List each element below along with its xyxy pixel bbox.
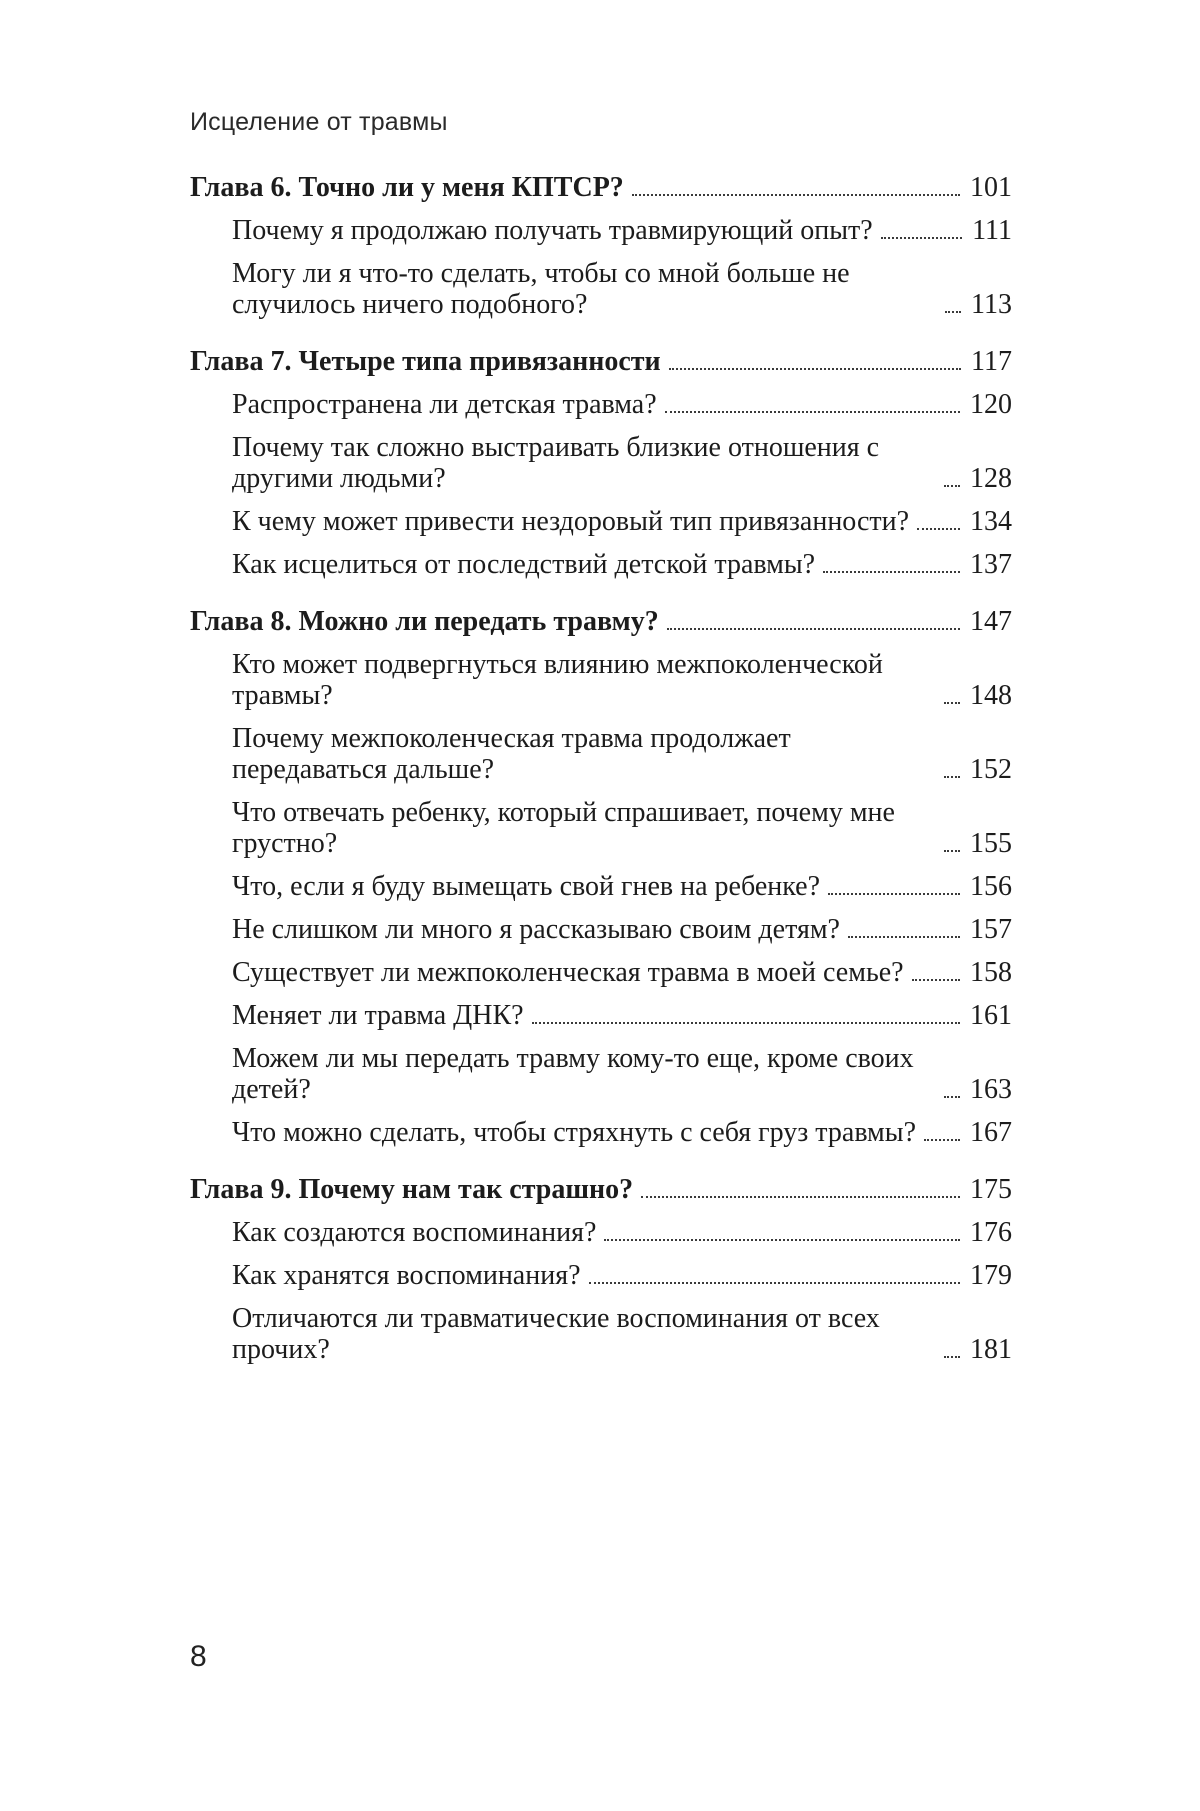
section-entry[interactable] <box>190 1260 1012 1291</box>
section-entry[interactable] <box>190 1043 1012 1105</box>
chapter-title: Глава 9. Почему нам так страшно? <box>190 1174 634 1205</box>
section-entry[interactable] <box>190 797 1012 859</box>
chapter-entry[interactable] <box>190 346 1012 377</box>
section-title: Как хранятся воспоминания? <box>232 1260 581 1291</box>
section-title: Могу ли я что-то сделать, чтобы со мной больше не случилось ничего подобного? <box>232 258 850 320</box>
page-ref: 155 <box>970 828 1012 859</box>
section-title: Почему я продолжаю получать травмирующий опыт? <box>232 215 873 246</box>
dot-leader <box>669 368 961 370</box>
page-ref: 181 <box>970 1334 1012 1365</box>
section-entry[interactable] <box>190 1303 1012 1365</box>
dot-leader <box>944 1096 960 1098</box>
dot-leader <box>589 1282 960 1284</box>
section-entry[interactable] <box>190 723 1012 785</box>
chapter-title: Глава 7. Четыре типа привязанности <box>190 346 661 377</box>
page-ref: 148 <box>970 680 1012 711</box>
chapter-entry[interactable] <box>190 172 1012 203</box>
section-entry[interactable] <box>190 215 1012 246</box>
dot-leader <box>641 1196 960 1198</box>
page-ref: 134 <box>970 506 1012 537</box>
page-ref: 152 <box>970 754 1012 785</box>
page-ref: 157 <box>970 914 1012 945</box>
section-title: Можем ли мы передать травму кому-то еще, кроме своих детей? <box>232 1043 914 1105</box>
dot-leader <box>532 1022 960 1024</box>
section-entry[interactable] <box>190 649 1012 711</box>
chapter-entry[interactable] <box>190 606 1012 637</box>
section-title: Что отвечать ребенку, который спрашивает, почему мне грустно? <box>232 797 895 859</box>
dot-leader <box>944 485 960 487</box>
section-entry[interactable] <box>190 389 1012 420</box>
section-title: Отличаются ли травматические воспоминания от всех прочих? <box>232 1303 880 1365</box>
page-ref: 176 <box>970 1217 1012 1248</box>
section-entry[interactable] <box>190 957 1012 988</box>
page-ref: 117 <box>971 346 1012 377</box>
running-head: Исцеление от травмы <box>190 108 448 136</box>
dot-leader <box>665 411 960 413</box>
dot-leader <box>912 979 960 981</box>
section-title: К чему может привести нездоровый тип привязанности? <box>232 506 910 537</box>
section-entry[interactable] <box>190 432 1012 494</box>
section-title: Как создаются воспоминания? <box>232 1217 597 1248</box>
dot-leader <box>917 528 960 530</box>
dot-leader <box>944 776 960 778</box>
toc-chapter-6 <box>190 172 1012 320</box>
section-title: Что можно сделать, чтобы стряхнуть с себя груз травмы? <box>232 1117 917 1148</box>
dot-leader <box>944 1356 960 1358</box>
section-title: Меняет ли травма ДНК? <box>232 1000 524 1031</box>
section-entry[interactable] <box>190 549 1012 580</box>
page-ref: 175 <box>970 1174 1012 1205</box>
page-ref: 163 <box>970 1074 1012 1105</box>
dot-leader <box>632 194 960 196</box>
toc-chapter-8 <box>190 606 1012 1148</box>
section-title: Как исцелиться от последствий детской травмы? <box>232 549 816 580</box>
chapter-entry[interactable] <box>190 1174 1012 1205</box>
dot-leader <box>944 702 960 704</box>
section-title: Почему так сложно выстраивать близкие отношения с другими людьми? <box>232 432 880 494</box>
section-entry[interactable] <box>190 1217 1012 1248</box>
page-ref: 147 <box>970 606 1012 637</box>
section-title: Что, если я буду вымещать свой гнев на ребенке? <box>232 871 821 902</box>
dot-leader <box>944 850 960 852</box>
chapter-title: Глава 8. Можно ли передать травму? <box>190 606 659 637</box>
page-ref: 128 <box>970 463 1012 494</box>
dot-leader <box>945 311 961 313</box>
section-entry[interactable] <box>190 914 1012 945</box>
page-ref: 120 <box>970 389 1012 420</box>
dot-leader <box>823 571 960 573</box>
section-title: Распространена ли детская травма? <box>232 389 657 420</box>
section-title: Почему межпоколенческая травма продолжает передаваться дальше? <box>232 723 791 785</box>
page-ref: 167 <box>970 1117 1012 1148</box>
page-ref: 101 <box>970 172 1012 203</box>
section-entry[interactable] <box>190 1000 1012 1031</box>
table-of-contents <box>190 172 1012 1391</box>
page-number: 8 <box>190 1640 207 1673</box>
page-ref: 137 <box>970 549 1012 580</box>
page-ref: 113 <box>971 289 1012 320</box>
section-entry[interactable] <box>190 506 1012 537</box>
section-title: Кто может подвергнуться влиянию межпоколенческой травмы? <box>232 649 883 711</box>
chapter-title: Глава 6. Точно ли у меня КПТСР? <box>190 172 624 203</box>
dot-leader <box>667 628 960 630</box>
toc-chapter-7 <box>190 346 1012 580</box>
dot-leader <box>848 936 960 938</box>
section-entry[interactable] <box>190 871 1012 902</box>
page-ref: 158 <box>970 957 1012 988</box>
dot-leader <box>924 1139 960 1141</box>
section-title: Существует ли межпоколенческая травма в моей семье? <box>232 957 904 988</box>
section-entry[interactable] <box>190 258 1012 320</box>
page-ref: 179 <box>970 1260 1012 1291</box>
page-ref: 156 <box>970 871 1012 902</box>
page-ref: 161 <box>970 1000 1012 1031</box>
dot-leader <box>828 893 960 895</box>
dot-leader <box>604 1239 960 1241</box>
toc-chapter-9 <box>190 1174 1012 1365</box>
dot-leader <box>881 237 962 239</box>
section-entry[interactable] <box>190 1117 1012 1148</box>
section-title: Не слишком ли много я рассказываю своим детям? <box>232 914 840 945</box>
page-ref: 111 <box>972 215 1012 246</box>
